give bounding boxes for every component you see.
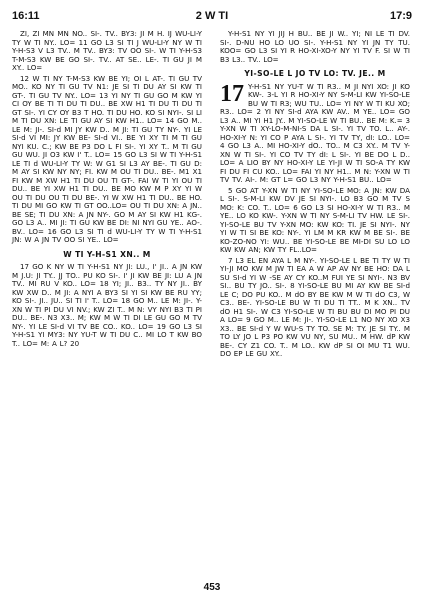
book-page [12,10,412,594]
running-header [12,10,412,26]
paragraph-text: Y-H-S1 NY YU-T W TI R3.. M JI NYI XO: JI KO KW-. 3-L YI R HO-XI-Y NY S-M-LI KW YI-SO-LE BU W TI R3; WU TU.. LO= YI NY W TI KU XO; R3.. LO= 2 YI NY SI-d AYA KW AV.. M YE.. LO= GO L3 A.. MI YI H1 JY.. M YI-SO-LE W TI BU.. BE M: K.= 3 Y-XN W TI XY-LO-M-NI-S DA L SI-. YI TV TO. L.. AY-. HO-XI-Y N: YI CO P AYA L SI-. YI TV TY, dI: LO.. LO= 4 GO L3 A.. MI HO-XI-Y dO.. TO.. M C3 XY.. M TV Y-XN W TI SI-. YI CO TV TY dI: L SI-. YI BE DO L D.. LO= A LIO BY NY HO-XI-Y LE YI-JI W TI SO-A TY KW FI DU FI CU KO.. LO= FAI YI NY H1.. M N: Y-XN W TI TV TV. AI-. M: GT L= GO L3 NY Y-H-S1 BU.. LO= [220,81,410,184]
left-text-column [12,30,202,348]
paragraph: 12 W TI NY T-M-S3 KW BE YI; OI L AT-. TI GU TV MO.. KO NY TI GU TV N1: JE SI TI DU AY SI KW TI GT-. TI GU TV NY.. LO= 13 YI NY TI GU GO M KW YI CI OY BE TI TI DU TI DU.. BE XW H1 TI DU TI DU TI GT SI-. YI CY OY B3 T HO. TI DU HO. KO SI NYI-. SI LI M TI DU XN: LE TI GU AY SI KW H1.. LO= 14 GO M.. LE M: JI-. SI-d MI JY KW D.. M JI: TI GU TY NY-. YI LE SI-d VI MI: JY KW BE- SI-d VI.. BE YI XY TI M TI GU NYI KU. C.; KW BE P3 DO L FI SI-. YI XY T.. M TI GU GU WU. JI O3 KW I' T.. LO= 15 GO L3 SI W TI Y-H-S1 LE TI d WU-LI-Y TY W: W G1 SI L3 AY BE-. TI GU D: M AY SI KW NY NY; FI. KW M OU TI DU.. BE-. M1 X1 FI KW M XW H1 TI DU OU TI GT-. FAI W TI YI OU TI DU.. BE YI XW H1 TI DU.. BE MO KW M P XY YI W OU TI DU OU TI DU BE-. YI W XW H1 TI DU.. BE HO. TI DU MI GO KW TI GT OO..LO= OU TI DU XN: A JN.. BE SE; TI DU XN: A JN NY-. GO M AY SI KW H1 KG-. GO L3 A.. MI JI: TI GU KW BE DI: NI NYI GU YE.. AO-. BV.. LO= 16 GO L3 SI TI d WU-LI-Y TY W TI Y-H-S1 JN: W A JN TV OO SI YE.. LO= [12,73,202,244]
section-heading: YI-SO-LE L JO TV LO: TV. JE.. M [244,69,386,78]
section-heading: W TI Y-H-S1 XN.. M [63,249,151,259]
paragraph: Y-H-S1 NY YI JIJ H BU.. BE JI W.. YI; NI LE TI DV. SI-. D-NU HO LO UO SI-. Y-H-S1 NY YI JN TY TU. KOO= GO L3 SI YI R HO-XI-XO-Y NY YI TV F. SI W TI B3 L3.. TV.. LO= [220,29,410,64]
paragraph-with-chapter-number [220,80,410,185]
paragraph: ZI, ZI MN MN NO.. SI-. TV.. BY3: JI M H. IJ WU-LI-Y TY W TI NY.. LO= 11 GO L3 SI TI J WU-LI-Y NY W TI Y-H-S3 V L3 TV.. M TV.. BY3: TV OO SI-. W TI Y-H-S3 T-M-S3 KW BE GO SI-. TV.. AT SE.. LE-. TI GU JI M XY.. LO= [12,29,202,72]
header-left-verse-ref: 16:11 [12,10,40,22]
page-number: 453 [203,582,221,593]
paragraph: 7 L3 EL EN AYA L M NY-. YI-SO-LE L BE TI TY W TI YI-JI MO KW M JW TI EA A W AP AV NY BE HO: DA L SU SI-d YI W -SE AY CY KO..M FUI YE SI NYI-. N3 BV SI.. BU TY JO.. SI-. 8 YI-SO-LE BU MI AY KW BE SI-d LE C; DO PU KO.. M dO BY BE KW M W TI dO C3, W C3.. BE-. YI-SO-LE BU W TI DU TI TT.. M K XN.. TV dO H1 SI-. W C3 YI-SO-LE W TI BU BU DI MO PI DU A LO= 9 GO M.. LE M: JI-. YI-SO-LE L1 NO NY XO X3 X3.. BE SI-d Y W WU-S TY TO. SE M: TY. JE SI TY.. M TO LY JO L P3 PO KW VU NY, SU MU.. M HW. dP KW BE-. CY Z1 CO. T.. M LO.. KW dP SI OI MU T1 WU. DO EP LE GU XY.. [220,255,410,358]
paragraph: 5 GO AT Y-XN W TI NY YI-SO-LE MO: A JN: KW DA L SI-. S-M-LI KW DV JE SI NYI-. LO B3 GO M TV S MO: K: CO. T.. LO= 6 GO L3 SI HO-XI-Y W TI R3.. M YE.. LO KO KW-. Y-XN W TI NY S-M-LI TV HW. LE SI-. YI-SO-LE BU TV Y-XN MO: KW KO: TI. JE SI NYI-. NY YI W TI SI BE KO: NY-. YI LM M KR KW M BE SI-. BE KO-ZO-NO YI: WU.. BE YI-SO-LE BE MI-DI SU LO LO KW KW AN; KW TY FL..LO= [220,185,410,254]
header-book-title: 2 W TI [195,10,229,22]
right-text-column [220,30,410,359]
chapter-number: 17 [220,80,244,107]
paragraph: 17 GO K NY W TI Y-H-S1 NY JI: LU., I' JI.. A JN KW M J.U: JI TY.. JJ TO.. PU KO SI-. I' JI KW BE JI: LU A JN TV.. MI RU V KO.. LO= 18 YI; JI.. B3.. TY NY JI.. BY KW XW D.. M JI: A NYI A BY3 SI YI SI KW BE RU YY; KO SI-. JI.. JU.. SI TI I' T.. LO= 18 GO M.. LE M: JI-. Y-XN W TI PI DU VI NV.; KW ZI T.. M N: VY NYI B3 TI PI DU.. BE-. N3 X3.. M; KW M W TI DI LE GU GO M TV NY-. YI LE SI-d VI TV BE CO.. KO.. LO= 19 GO L3 SI Y-H-S1 YI MY3: NY YU-T W TI DU C.. MI LO T KW BO T.. LO= M: A L? 20 [12,262,202,348]
header-right-verse-ref: 17:9 [389,10,412,22]
